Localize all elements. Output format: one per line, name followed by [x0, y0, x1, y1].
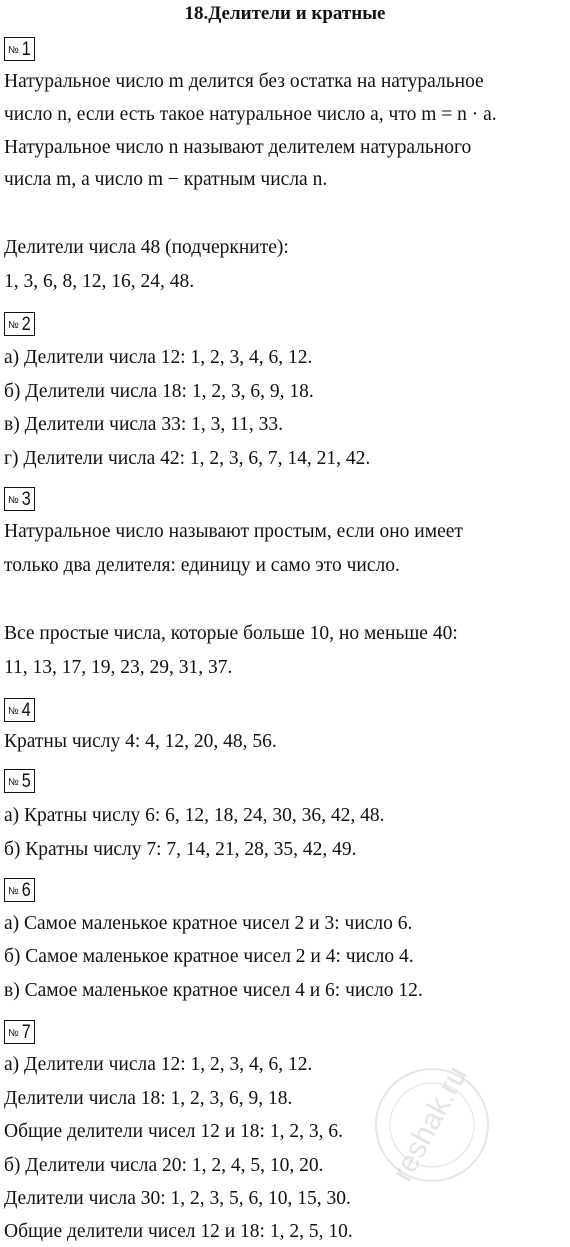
prime-definition-line-2: только два делителя: единицу и само это число. [4, 555, 400, 576]
definition-line-3: Натуральное число n называют делителем натурального [4, 137, 472, 158]
definition-line-1: Натуральное число m делится без остатка на натуральное [4, 71, 484, 92]
answer-line-a: а) Делители числа 12: 1, 2, 3, 4, 6, 12. [4, 347, 313, 368]
number-sign: № [8, 45, 19, 56]
task-number: 2 [21, 314, 31, 335]
number-sign: № [8, 320, 19, 331]
common-divisors-line-1: а) Делители числа 12: 1, 2, 3, 4, 6, 12. [4, 1054, 313, 1075]
definition-line-2: число n, если есть такое натуральное число a, что m = n · a. [4, 104, 497, 125]
divisors-48-list: 1, 3, 6, 8, 12, 16, 24, 48. [4, 271, 195, 292]
task-number-badge-6 [4, 878, 35, 902]
common-divisors-line-3: Общие делители чисел 12 и 18: 1, 2, 3, 6. [4, 1121, 343, 1142]
reshak-watermark [372, 1020, 492, 1230]
number-sign: № [8, 777, 19, 788]
number-sign: № [8, 495, 19, 506]
definition-line-4: числа m, а число m − кратным числа n. [4, 169, 328, 190]
common-divisors-line-2: Делители числа 18: 1, 2, 3, 6, 9, 18. [4, 1088, 293, 1109]
number-sign: № [8, 1028, 19, 1039]
prime-definition-line-1: Натуральное число называют простым, если оно имеет [4, 521, 463, 542]
task-number: 7 [21, 1022, 31, 1043]
divisors-48-prompt: Делители числа 48 (подчеркните): [4, 237, 289, 258]
number-sign: № [8, 706, 19, 717]
watermark-text: reshak.ru [385, 1060, 474, 1187]
smallest-multiple-line-b: б) Самое маленькое кратное чисел 2 и 4: число 4. [4, 946, 414, 967]
answer-line-c: в) Делители числа 33: 1, 3, 11, 33. [4, 414, 284, 435]
task-number: 6 [21, 880, 31, 901]
task-number-badge-2 [4, 312, 35, 336]
task-number-badge-7 [4, 1020, 35, 1044]
smallest-multiple-line-a: а) Самое маленькое кратное чисел 2 и 3: число 6. [4, 913, 413, 934]
multiples-of-4-line: Кратны числу 4: 4, 12, 20, 48, 56. [4, 731, 277, 752]
task-number-badge-4 [4, 698, 35, 722]
task-number-badge-1 [4, 37, 35, 61]
common-divisors-line-6: Общие делители чисел 12 и 18: 1, 2, 5, 10. [4, 1221, 353, 1242]
primes-list: 11, 13, 17, 19, 23, 29, 31, 37. [4, 657, 233, 678]
answer-line-d: г) Делители числа 42: 1, 2, 3, 6, 7, 14, 21, 42. [4, 448, 371, 469]
task-number-badge-5 [4, 769, 35, 793]
answer-line-b: б) Делители числа 18: 1, 2, 3, 6, 9, 18. [4, 381, 314, 402]
task-number-badge-3 [4, 487, 35, 511]
task-number: 3 [21, 489, 31, 510]
common-divisors-line-5: Делители числа 30: 1, 2, 3, 5, 6, 10, 15, 30. [4, 1188, 351, 1209]
task-number: 5 [21, 771, 31, 792]
page-title: 18.Делители и кратные [184, 3, 386, 24]
multiples-of-6-line: а) Кратны числу 6: 6, 12, 18, 24, 30, 36, 42, 48. [4, 805, 385, 826]
multiples-of-7-line: б) Кратны числу 7: 7, 14, 21, 28, 35, 42, 49. [4, 839, 357, 860]
common-divisors-line-4: б) Делители числа 20: 1, 2, 4, 5, 10, 20. [4, 1155, 324, 1176]
task-number: 4 [21, 700, 31, 721]
primes-prompt: Все простые числа, которые больше 10, но меньше 40: [4, 623, 458, 644]
smallest-multiple-line-c: в) Самое маленькое кратное чисел 4 и 6: число 12. [4, 980, 423, 1001]
task-number: 1 [21, 39, 31, 60]
number-sign: № [8, 886, 19, 897]
